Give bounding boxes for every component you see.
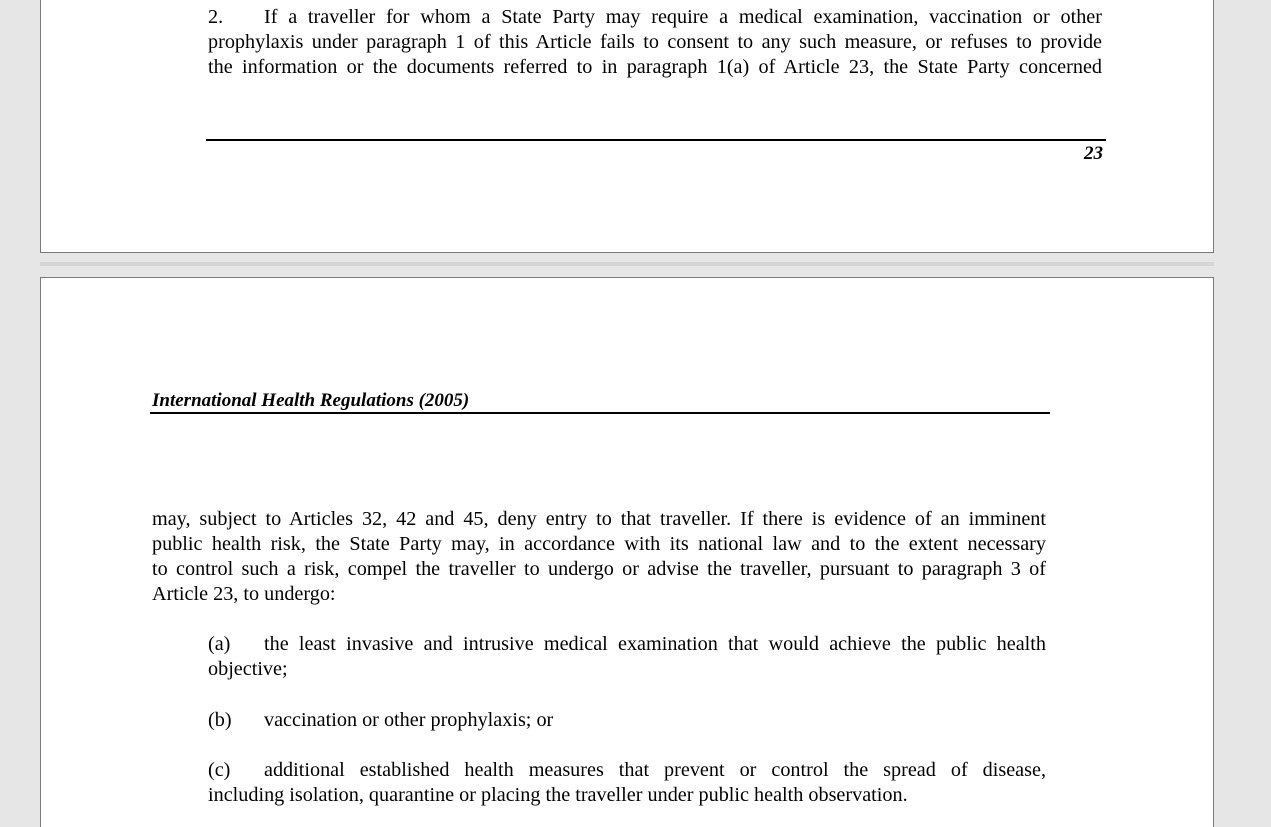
page-separator xyxy=(40,262,1214,266)
list-item-a-line-1: (a) the least invasive and intrusive medical examination that would achieve the public health xyxy=(208,633,1046,655)
header-rule xyxy=(150,412,1050,414)
list-item-a-label: (a) xyxy=(208,633,231,655)
footer-rule xyxy=(206,139,1106,141)
continuation-line-3: to control such a risk, compel the traveller to undergo or advise the traveller, pursuant to paragraph 3 of xyxy=(152,558,1046,580)
list-item-b-line-1: (b) vaccination or other prophylaxis; or xyxy=(208,709,554,731)
list-item-c-label: (c) xyxy=(208,759,231,781)
page-24 xyxy=(40,277,1214,827)
list-item-c-line-2: including isolation, quarantine or placing the traveller under public health observation. xyxy=(208,784,908,806)
page-23 xyxy=(40,0,1214,253)
list-item-a-line-2: objective; xyxy=(208,658,288,680)
paragraph-number: 2. xyxy=(208,6,224,28)
paragraph-2-line-3: the information or the documents referred to in paragraph 1(a) of Article 23, the State Party concerned xyxy=(208,56,1102,78)
continuation-line-2: public health risk, the State Party may, in accordance with its national law and to the extent necessary xyxy=(152,533,1046,555)
continuation-line-1: may, subject to Articles 32, 42 and 45, deny entry to that traveller. If there is evidence of an imminent xyxy=(152,508,1046,530)
list-item-b-label: (b) xyxy=(208,709,232,731)
paragraph-2-line-1: 2. If a traveller for whom a State Party may require a medical examination, vaccination or other xyxy=(208,6,1102,28)
continuation-line-4: Article 23, to undergo: xyxy=(152,583,336,605)
paragraph-2-line-2: prophylaxis under paragraph 1 of this Article fails to consent to any such measure, or refuses to provide xyxy=(208,31,1102,53)
list-item-c-line-1: (c) additional established health measures that prevent or control the spread of disease, xyxy=(208,759,1046,781)
running-header-title: International Health Regulations (2005) xyxy=(152,390,470,411)
page-number: 23 xyxy=(1084,143,1103,164)
